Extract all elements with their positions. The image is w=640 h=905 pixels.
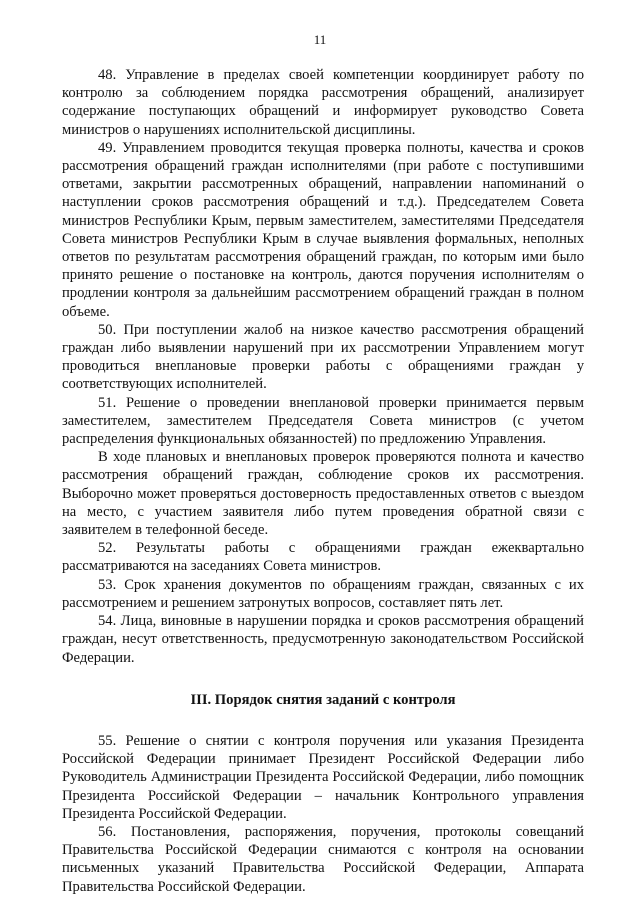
paragraph-51: 51. Решение о проведении внеплановой проверки принимается первым заместителем, заместителем Председателя Совета министров (с учетом распределения функциональных обязанностей) по предложению Управления.	[62, 394, 584, 448]
paragraph-53: 53. Срок хранения документов по обращениям граждан, связанных с их рассмотрением и решением затронутых вопросов, составляет пять лет.	[62, 576, 584, 611]
paragraph-55: 55. Решение о снятии с контроля поручения или указания Президента Российской Федерации принимает Президент Российской Федерации либо Руководитель Администрации Президента Российской Федерации, либо помощник Президента Российской Федерации – начальник Контрольного управления Президента Российской Федерации.	[62, 732, 584, 822]
paragraph-56: 56. Постановления, распоряжения, поручения, протоколы совещаний Правительства Российской Федерации снимаются с контроля на основании письменных указаний Правительства Российской Федерации, Аппарата Правительства Российской Федерации.	[62, 823, 584, 895]
paragraph-51-continued: В ходе плановых и внеплановых проверок проверяются полнота и качество рассмотрения обращений граждан, соблюдение сроков их рассмотрения. Выборочно может проверяться достоверность предоставленных ответов с выездом на место, с участием заявителя либо путем проведения обратной связи с заявителем в телефонной беседе.	[62, 449, 584, 539]
document-body	[62, 66, 584, 896]
page-number: 11	[313, 32, 327, 47]
paragraph-49: 49. Управлением проводится текущая проверка полноты, качества и сроков рассмотрения обращений граждан исполнителями (при работе с поступившими ответами, закрытии рассмотренных обращений, направлении напоминаний о наступлении сроков рассмотрения обращений и т.д.). Председателем Совета министров Республики Крым, первым заместителем, заместителями Председателя Совета министров Республики Крым в случае выявления формальных, неполных ответов по результатам рассмотрения обращений граждан, по которым ими было принято решение о постановке на контроль, даются поручения исполнителям о продлении контроля за дальнейшим рассмотрением обращений граждан в полном объеме.	[62, 139, 584, 320]
paragraph-54: 54. Лица, виновные в нарушении порядка и сроков рассмотрения обращений граждан, несут ответственность, предусмотренную законодательством Российской Федерации.	[62, 613, 584, 666]
paragraph-50: 50. При поступлении жалоб на низкое качество рассмотрения обращений граждан либо выявлении нарушений при их рассмотрении Управлением могут проводиться внеплановые проверки работы с обращениями граждан у соответствующих исполнителей.	[62, 321, 584, 393]
section-heading: III. Порядок снятия заданий с контроля	[190, 691, 456, 708]
paragraph-48: 48. Управление в пределах своей компетенции координирует работу по контролю за соблюдением порядка рассмотрения обращений, анализирует содержание поступающих обращений и информирует руководство Совета министров о нарушениях исполнительской дисциплины.	[62, 67, 584, 138]
paragraph-52: 52. Результаты работы с обращениями граждан ежеквартально рассматриваются на заседаниях Совета министров.	[62, 540, 584, 575]
